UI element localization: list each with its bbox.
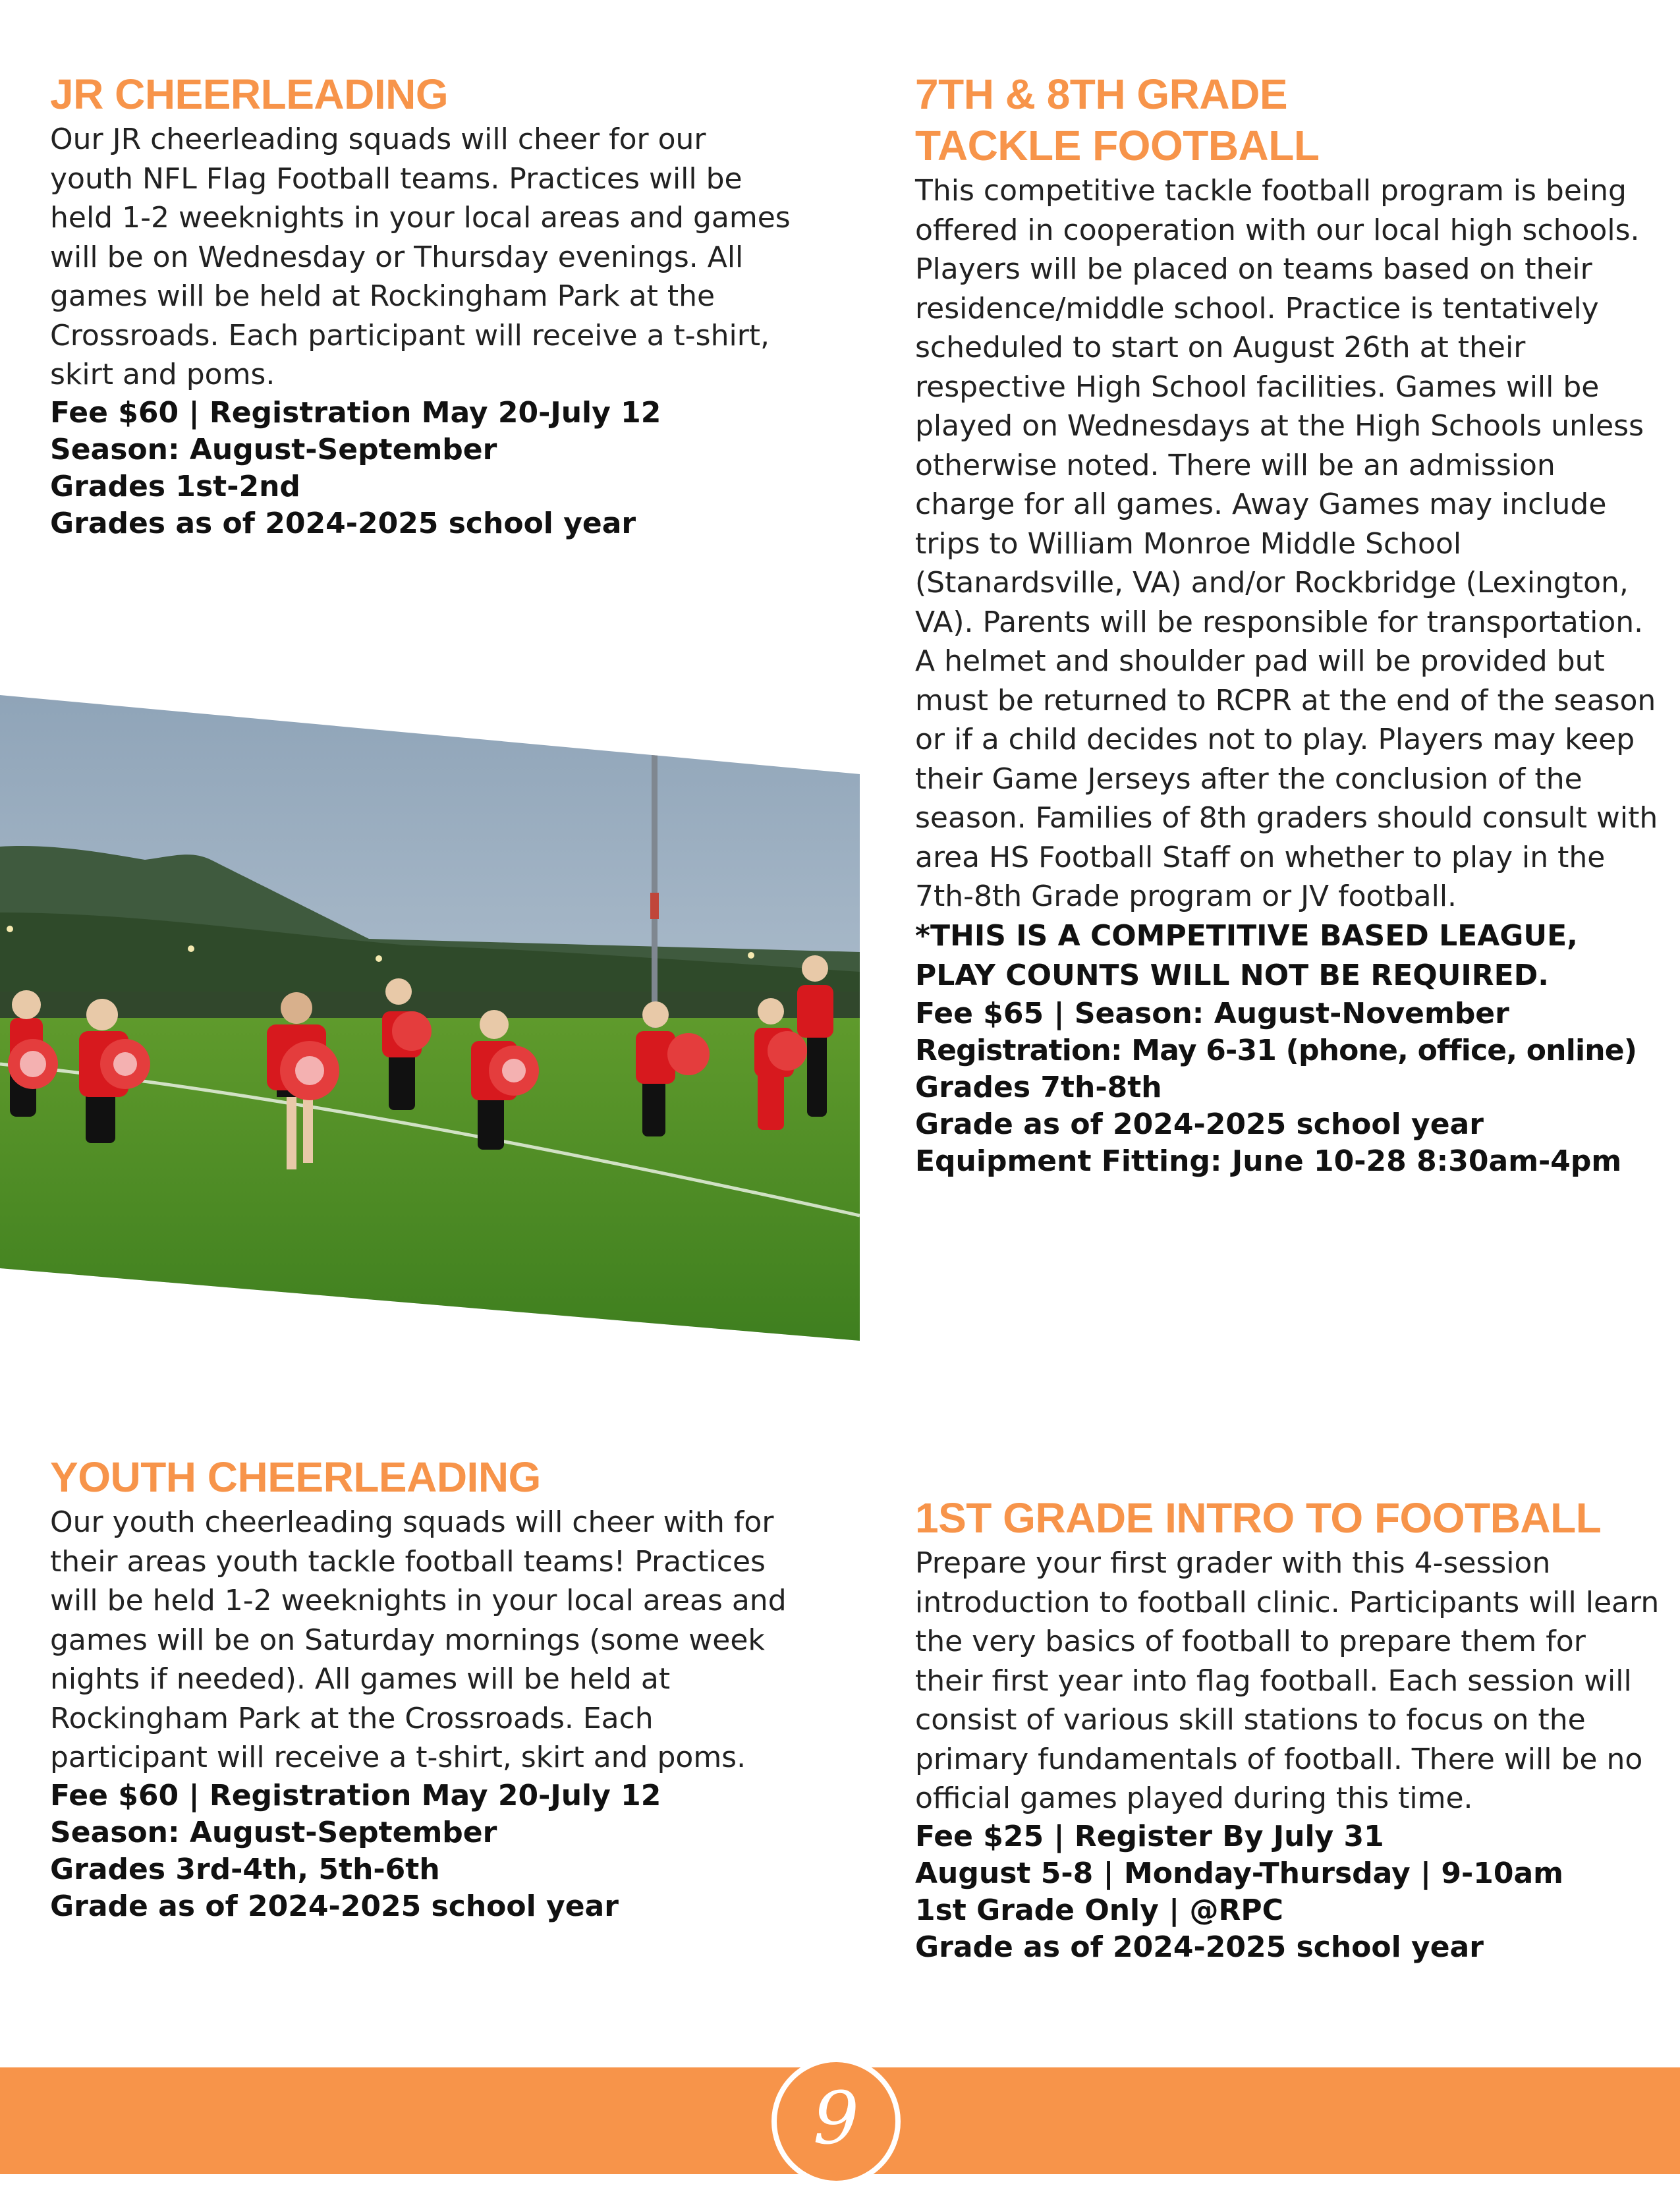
jr-cheerleading-fee: Fee $60 | Registration May 20-July 12 [50,395,661,430]
youth-cheerleading-season: Season: August-September [50,1815,497,1849]
tackle-football-grades: Grades 7th-8th [915,1070,1162,1104]
intro-football-section [915,1492,1660,1966]
tackle-football-notice: *THIS IS A COMPETITIVE BASED LEAGUE, PLAY COUNTS WILL NOT BE REQUIRED. [915,918,1578,992]
tackle-football-details [915,995,1660,1180]
youth-cheerleading-description: Our youth cheerleading squads will cheer with for their areas youth tackle football teams! Practices will be held 1-2 weeknights in your local areas and games will be on Saturday mornings (some week nights if needed). All games will be held at Rockingham Park at the Crossroads. Each participant will receive a t-shirt, skirt and poms. [50,1505,787,1774]
intro-football-description: Prepare your first grader with this 4-session introduction to football clinic. Participants will learn the very basics of football to prepare them for their first year into flag football. Each session will consist of various skill stations to focus on the primary fundamentals of football. There will be no official games played during this time. [915,1546,1660,1815]
tackle-football-grade-year: Grade as of 2024-2025 school year [915,1107,1484,1141]
tackle-football-title-line1: 7TH & 8TH GRADE [915,70,1287,118]
tackle-football-description: This competitive tackle football program is being offered in cooperation with our local high schools. Players will be placed on teams based on their residence/middle school. Practice is tentatively scheduled to start on August 26th at their respective High School facilities. Games will be played on Wednesdays at the High Schools unless otherwise noted. There will be an admission charge for all games. Away Games may include trips to William Monroe Middle School (Stanardsville, VA) and/or Rockbridge (Lexington, VA). Parents will be responsible for transportation. [915,174,1644,639]
youth-cheerleading-title: YOUTH CHEERLEADING [50,1453,541,1501]
jr-cheerleading-details [50,395,795,542]
intro-football-schedule: August 5-8 | Monday-Thursday | 9-10am [915,1856,1564,1890]
tackle-football-registration: Registration: May 6-31 (phone, office, online) [915,1033,1637,1067]
tackle-football-title [915,69,1660,171]
youth-cheerleading-details [50,1778,795,1925]
intro-football-title: 1ST GRADE INTRO TO FOOTBALL [915,1494,1602,1542]
youth-cheerleading-fee: Fee $60 | Registration May 20-July 12 [50,1778,661,1812]
tackle-football-fee: Fee $65 | Season: August-November [915,996,1509,1030]
jr-cheerleading-grades: Grades 1st-2nd [50,469,300,503]
jr-cheerleading-grade-year: Grades as of 2024-2025 school year [50,506,636,540]
tackle-football-section [915,69,1660,1180]
intro-football-eligibility: 1st Grade Only | @RPC [915,1893,1283,1927]
jr-cheerleading-season: Season: August-September [50,432,497,466]
jr-cheerleading-section [50,69,795,542]
jr-cheerleading-description: Our JR cheerleading squads will cheer for our youth NFL Flag Football teams. Practices will be held 1-2 weeknights in your local areas and games will be on Wednesday or Thursday evenings. All games will be held at Rockingham Park at the Crossroads. Each participant will receive a t-shirt, skirt and poms. [50,123,791,391]
tackle-football-equipment-note: A helmet and shoulder pad will be provided but must be returned to RCPR at the end of the season or if a child decides not to play. Players may keep their Game Jerseys after the conclusion of the season. Families of 8th graders should consult with area HS Football Staff on whether to play in the 7th-8th Grade program or JV football. [915,644,1658,913]
intro-football-grade-year: Grade as of 2024-2025 school year [915,1930,1484,1964]
intro-football-details [915,1818,1660,1966]
page-number: 9 [771,2057,901,2186]
intro-football-fee: Fee $25 | Register By July 31 [915,1819,1384,1853]
tackle-football-equipment-fitting: Equipment Fitting: June 10-28 8:30am-4pm [915,1144,1622,1178]
tackle-football-title-line2: TACKLE FOOTBALL [915,122,1320,169]
youth-cheerleading-section [50,1451,795,1925]
youth-cheerleading-grades: Grades 3rd-4th, 5th-6th [50,1852,440,1886]
jr-cheerleading-title: JR CHEERLEADING [50,70,449,118]
youth-cheerleading-grade-year: Grade as of 2024-2025 school year [50,1889,619,1923]
cheerleaders-photo [0,695,860,1341]
